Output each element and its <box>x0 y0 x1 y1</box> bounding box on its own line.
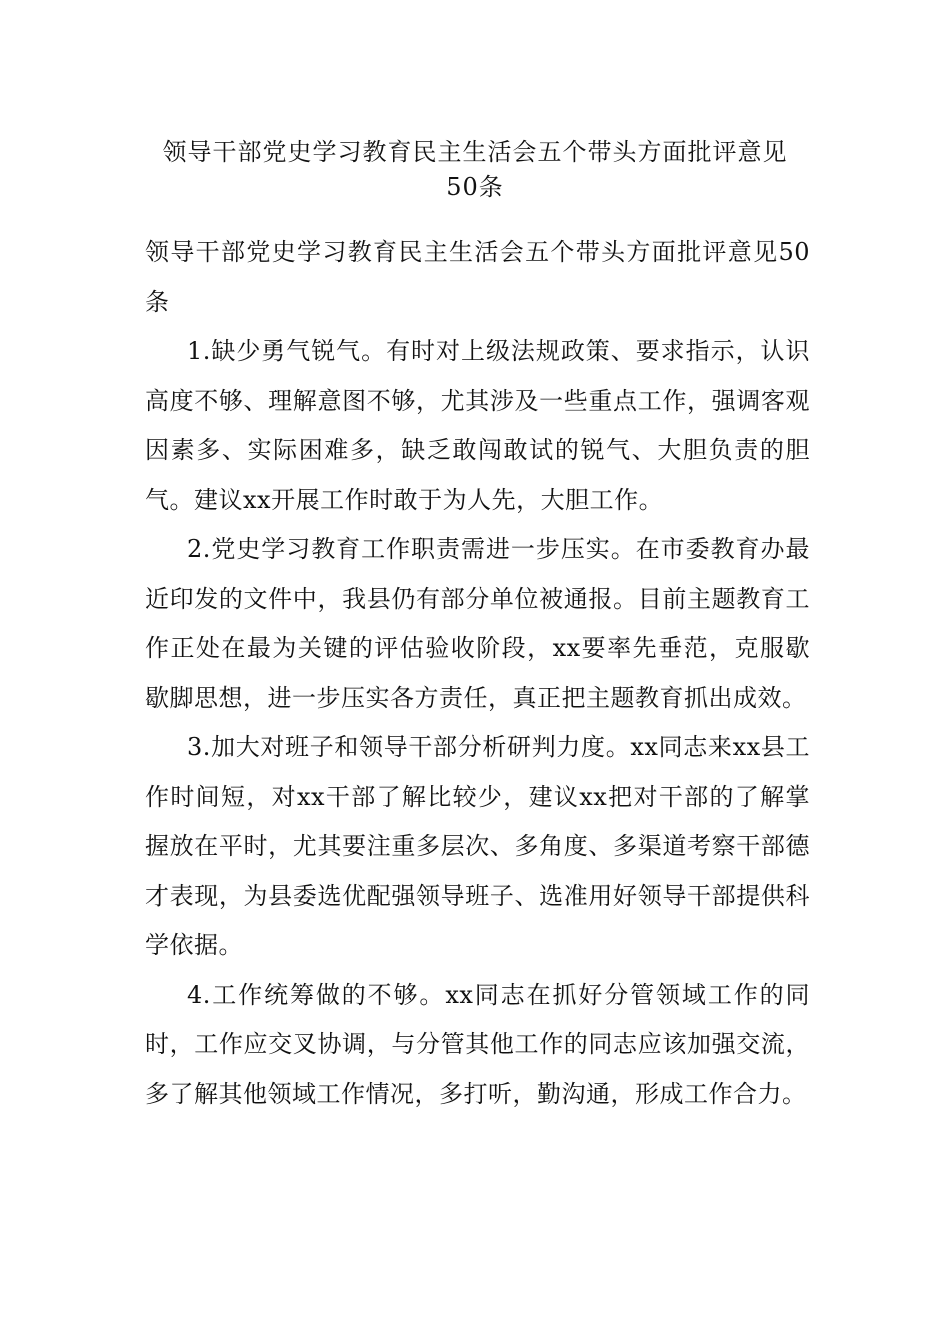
document-title: 领导干部党史学习教育民主生活会五个带头方面批评意见 <box>162 138 788 166</box>
paragraph-4: 4.工作统筹做的不够。xx同志在抓好分管领域工作的同时，工作应交叉协调，与分管其他工作的同志应该加强交流，多了解其他领域工作情况，多打听，勤沟通，形成工作合力。 <box>145 980 810 1108</box>
document-body <box>145 228 810 1119</box>
paragraph-2: 2.党史学习教育工作职责需进一步压实。在市委教育办最近印发的文件中，我县仍有部分单位被通报。目前主题教育工作正处在最为关键的评估验收阶段，xx要率先垂范，克服歇歇脚思想，进一步压实各方责任，真正把主题教育抓出成效。 <box>145 535 810 712</box>
paragraph-1: 1.缺少勇气锐气。有时对上级法规政策、要求指示，认识高度不够、理解意图不够，尤其涉及一些重点工作，强调客观因素多、实际困难多，缺乏敢闯敢试的锐气、大胆负责的胆气。建议xx开展工作时敢于为人先，大胆工作。 <box>145 337 810 514</box>
document-subtitle: 领导干部党史学习教育民主生活会五个带头方面批评意见50条 <box>145 238 810 316</box>
paragraph-3: 3.加大对班子和领导干部分析研判力度。xx同志来xx县工作时间短，对xx干部了解比较少，建议xx把对干部的了解掌握放在平时，尤其要注重多层次、多角度、多渠道考察干部德才表现，为县委选优配强领导班子、选准用好领导干部提供科学依据。 <box>145 733 810 959</box>
document-title-count: 50条 <box>446 173 504 201</box>
